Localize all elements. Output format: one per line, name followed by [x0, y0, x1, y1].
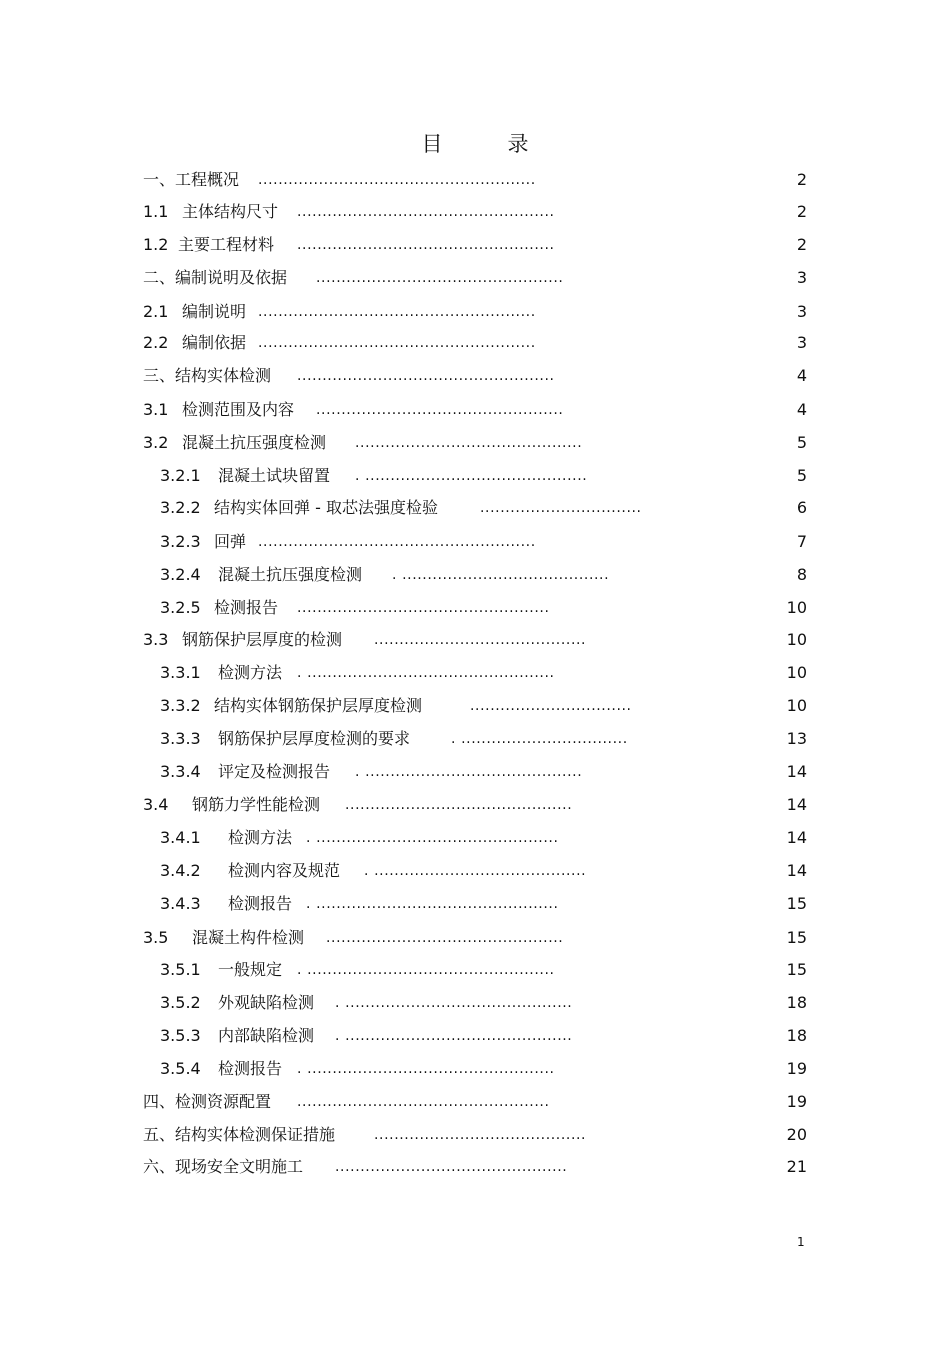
toc-entry-number: 3.2.1 — [160, 466, 201, 485]
toc-entry-number: 3.1 — [143, 400, 169, 419]
toc-entry-number: 3.4.2 — [160, 861, 201, 880]
toc-entry-label: 结构实体回弹 - 取芯法强度检验 — [214, 498, 438, 517]
toc-entry-page: 15 — [786, 928, 807, 947]
page-number: 1 — [797, 1235, 805, 1249]
toc-entry-label: 检测报告 — [228, 894, 293, 913]
toc-entry-label: 编制说明 — [182, 302, 247, 321]
toc-leader-dots: . ................................................. — [297, 962, 555, 978]
toc-entry-label: 主要工程材料 — [178, 235, 275, 254]
toc-entry-page: 19 — [786, 1092, 807, 1111]
toc-entry-number: 2.2 — [143, 333, 169, 352]
toc-entry-number: 1.1 — [143, 202, 169, 221]
toc-entry-label: 混凝土试块留置 — [218, 466, 331, 485]
toc-entry-page: 4 — [796, 366, 807, 385]
toc-entry-page: 18 — [786, 1026, 807, 1045]
toc-leader-dots: ................................................. — [316, 270, 564, 286]
toc-leader-dots: ....................................................... — [258, 534, 536, 550]
toc-leader-dots: .............................................. — [335, 1159, 568, 1175]
toc-entry-label: 检测报告 — [218, 1059, 283, 1078]
toc-entry-page: 14 — [786, 828, 807, 847]
toc-leader-dots: ....................................................... — [258, 172, 536, 188]
toc-entry-number: 3.5 — [143, 928, 169, 947]
toc-entry-page: 3 — [796, 333, 807, 352]
toc-entry-label: 结构实体钢筋保护层厚度检测 — [214, 696, 423, 715]
toc-entry-page: 5 — [796, 466, 807, 485]
toc-entry-page: 19 — [786, 1059, 807, 1078]
toc-entry-page: 10 — [786, 630, 807, 649]
toc-leader-dots: .................................................. — [297, 1094, 550, 1110]
toc-entry-page: 14 — [786, 861, 807, 880]
toc-entry-label: 六、现场安全文明施工 — [143, 1157, 304, 1176]
toc-leader-dots: ............................................. — [355, 435, 583, 451]
toc-entry-label: 四、检测资源配置 — [143, 1092, 272, 1111]
toc-entry-label: 一般规定 — [218, 960, 283, 979]
toc-leader-dots: ................................................. — [316, 402, 564, 418]
toc-leader-dots: . ................................................ — [306, 830, 559, 846]
toc-entry-label: 编制依据 — [182, 333, 247, 352]
toc-entry-number: 3.2.4 — [160, 565, 201, 584]
toc-entry-label: 检测方法 — [218, 663, 283, 682]
toc-leader-dots: . ................................................. — [297, 1061, 555, 1077]
toc-entry-page: 14 — [786, 762, 807, 781]
toc-entry-page: 2 — [796, 235, 807, 254]
toc-entry-page: 2 — [796, 170, 807, 189]
toc-leader-dots: ............................................... — [326, 930, 564, 946]
toc-leader-dots: ................................ — [480, 500, 642, 516]
toc-entry-label: 检测内容及规范 — [228, 861, 341, 880]
toc-entry-label: 内部缺陷检测 — [218, 1026, 315, 1045]
toc-entry-label: 检测报告 — [214, 598, 279, 617]
toc-leader-dots: ....................................................... — [258, 335, 536, 351]
toc-entry-label: 混凝土抗压强度检测 — [218, 565, 363, 584]
toc-entry-number: 3.2.3 — [160, 532, 201, 551]
toc-entry-page: 6 — [796, 498, 807, 517]
toc-entry-label: 回弹 — [214, 532, 247, 551]
toc-leader-dots: ................................................... — [297, 204, 555, 220]
toc-entry-number: 3.5.3 — [160, 1026, 201, 1045]
toc-entry-page: 10 — [786, 696, 807, 715]
toc-entry-number: 3.3.2 — [160, 696, 201, 715]
toc-entry-number: 3.5.1 — [160, 960, 201, 979]
toc-entry-page: 3 — [796, 302, 807, 321]
toc-entry-number: 3.3 — [143, 630, 169, 649]
toc-entry-label: 钢筋保护层厚度的检测 — [182, 630, 343, 649]
toc-entry-page: 10 — [786, 663, 807, 682]
toc-entry-page: 3 — [796, 268, 807, 287]
toc-entry-page: 20 — [786, 1125, 807, 1144]
toc-entry-label: 混凝土抗压强度检测 — [182, 433, 327, 452]
toc-leader-dots: . ......................................... — [392, 567, 610, 583]
toc-entry-label: 外观缺陷检测 — [218, 993, 315, 1012]
toc-entry-number: 3.4.1 — [160, 828, 201, 847]
toc-entry-number: 3.5.4 — [160, 1059, 201, 1078]
toc-entry-number: 3.2 — [143, 433, 169, 452]
toc-leader-dots: . ................................. — [451, 731, 628, 747]
toc-entry-number: 3.3.4 — [160, 762, 201, 781]
toc-leader-dots: ............................................. — [345, 797, 573, 813]
toc-entry-label: 二、编制说明及依据 — [143, 268, 288, 287]
toc-entry-page: 8 — [796, 565, 807, 584]
toc-leader-dots: . ............................................. — [335, 995, 573, 1011]
toc-leader-dots: ....................................................... — [258, 304, 536, 320]
toc-entry-page: 5 — [796, 433, 807, 452]
toc-entry-number: 3.3.3 — [160, 729, 201, 748]
toc-entry-page: 7 — [796, 532, 807, 551]
toc-leader-dots: .......................................... — [374, 1127, 587, 1143]
toc-leader-dots: ................................ — [470, 698, 632, 714]
toc-entry-page: 10 — [786, 598, 807, 617]
toc-leader-dots: .......................................... — [374, 632, 587, 648]
toc-leader-dots: . ................................................. — [297, 665, 555, 681]
toc-entry-page: 4 — [796, 400, 807, 419]
toc-leader-dots: .................................................. — [297, 600, 550, 616]
toc-entry-label: 主体结构尺寸 — [182, 202, 279, 221]
toc-leader-dots: . ........................................... — [355, 764, 583, 780]
toc-leader-dots: ................................................... — [297, 237, 555, 253]
toc-entry-number: 1.2 — [143, 235, 169, 254]
toc-title: 目 录 — [421, 132, 551, 156]
toc-entry-label: 钢筋力学性能检测 — [192, 795, 321, 814]
toc-entry-number: 2.1 — [143, 302, 169, 321]
toc-entry-number: 3.5.2 — [160, 993, 201, 1012]
toc-entry-label: 三、结构实体检测 — [143, 366, 272, 385]
toc-entry-label: 检测方法 — [228, 828, 293, 847]
toc-entry-label: 检测范围及内容 — [182, 400, 295, 419]
toc-entry-page: 15 — [786, 960, 807, 979]
toc-entry-label: 评定及检测报告 — [218, 762, 331, 781]
toc-entry-label: 一、工程概况 — [143, 170, 240, 189]
toc-entry-label: 钢筋保护层厚度检测的要求 — [218, 729, 411, 748]
toc-entry-number: 3.2.5 — [160, 598, 201, 617]
toc-entry-page: 14 — [786, 795, 807, 814]
toc-entry-number: 3.4 — [143, 795, 169, 814]
toc-entry-page: 15 — [786, 894, 807, 913]
toc-entry-page: 18 — [786, 993, 807, 1012]
toc-entry-number: 3.2.2 — [160, 498, 201, 517]
toc-entry-number: 3.3.1 — [160, 663, 201, 682]
toc-leader-dots: ................................................... — [297, 368, 555, 384]
toc-entry-label: 混凝土构件检测 — [192, 928, 305, 947]
toc-entry-page: 21 — [786, 1157, 807, 1176]
toc-leader-dots: . .......................................... — [364, 863, 587, 879]
toc-entry-page: 13 — [786, 729, 807, 748]
toc-entry-number: 3.4.3 — [160, 894, 201, 913]
toc-entry-page: 2 — [796, 202, 807, 221]
toc-leader-dots: . ................................................ — [306, 896, 559, 912]
toc-leader-dots: . ............................................. — [335, 1028, 573, 1044]
toc-leader-dots: . ............................................ — [355, 468, 588, 484]
toc-entry-label: 五、结构实体检测保证措施 — [143, 1125, 336, 1144]
